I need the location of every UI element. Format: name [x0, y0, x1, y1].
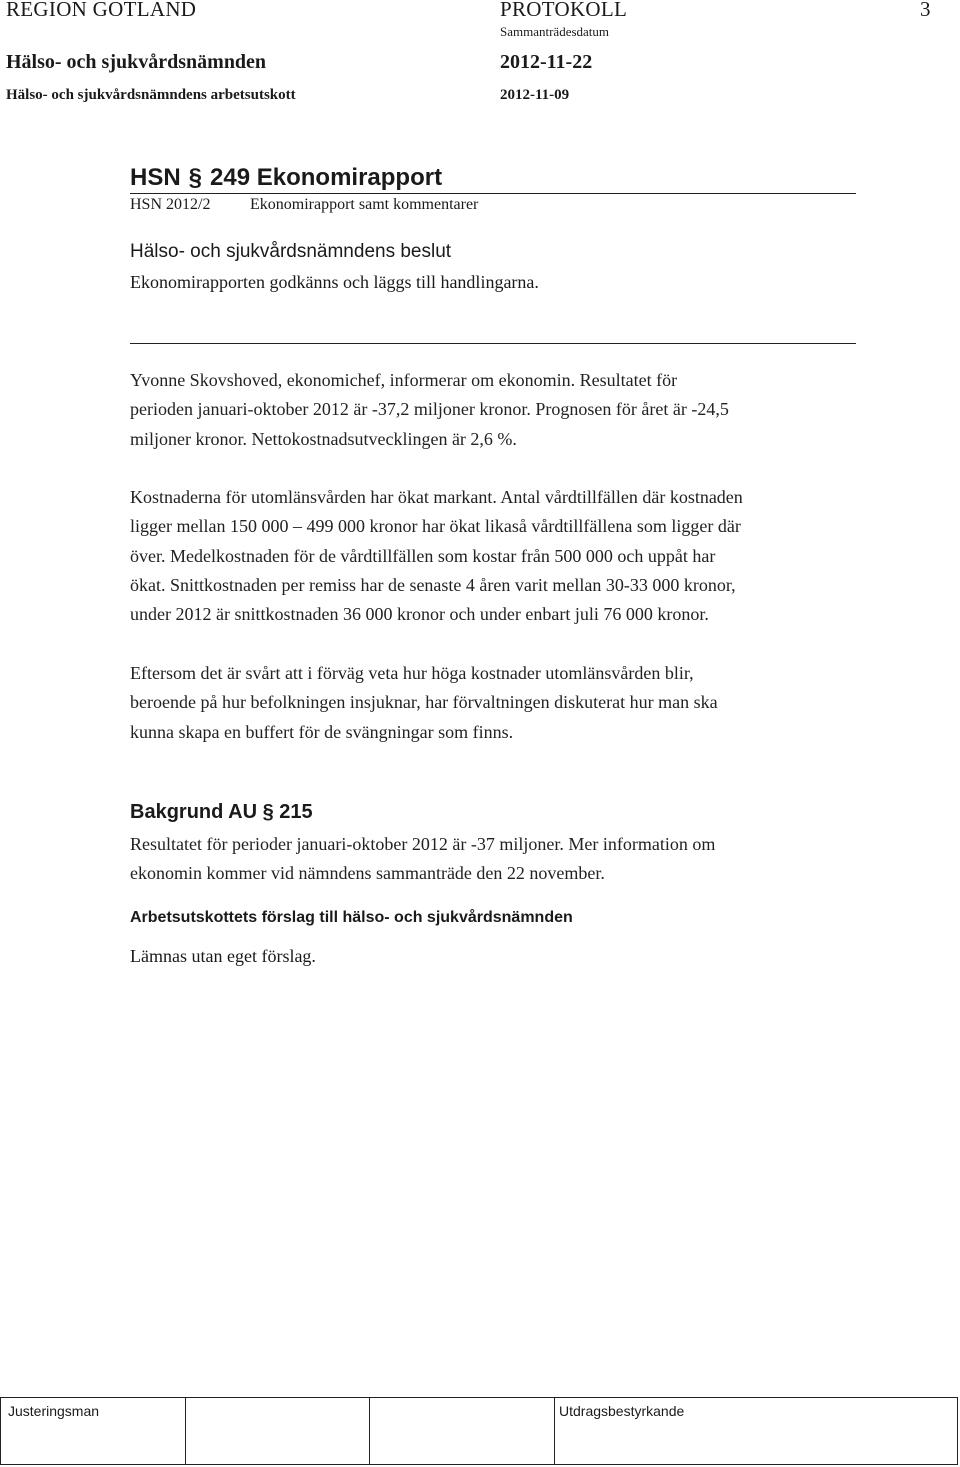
paragraph-line: beroende på hur befolkningen insjuknar, har förvaltningen diskuterat hur man ska — [130, 692, 718, 713]
decision-heading: Hälso- och sjukvårdsnämndens beslut — [130, 241, 452, 262]
subcommittee-date: 2012-11-09 — [500, 87, 570, 103]
paragraph-line: Kostnaderna för utomlänsvården har ökat markant. Antal vårdtillfällen där kostnaden — [130, 487, 743, 507]
paragraph-line: Eftersom det är svårt att i förväg veta hur höga kostnader utomlänsvården blir, — [130, 663, 694, 683]
case-number: HSN 2012/2 — [130, 196, 211, 213]
section-number-title: 249 Ekonomirapport — [210, 164, 443, 191]
paragraph-line: miljoner kronor. Nettokostnadsutvecklingen är 2,6 %. — [130, 428, 517, 449]
case-description: Ekonomirapport samt kommentarer — [250, 196, 479, 213]
section-prefix: HSN — [130, 164, 181, 191]
page-number: 3 — [920, 0, 931, 21]
au-proposal-text: Lämnas utan eget förslag. — [130, 946, 316, 966]
body-paragraph-1 — [130, 366, 830, 454]
section-title — [130, 164, 442, 192]
paragraph-line: ligger mellan 150 000 – 499 000 kronor har ökat likaså vårdtillfällena som ligger där — [130, 516, 741, 537]
au-proposal-heading: Arbetsutskottets förslag till hälso- och sjukvårdsnämnden — [130, 909, 573, 926]
paragraph-line: perioden januari-oktober 2012 är -37,2 miljoner kronor. Prognosen för året är -24,5 — [130, 399, 729, 420]
document-type: PROTOKOLL — [500, 0, 628, 21]
utdragsbestyrkande-label: Utdragsbestyrkande — [559, 1403, 685, 1419]
paragraph-sign: § — [188, 164, 203, 191]
paragraph-line: ökat. Snittkostnaden per remiss har de senaste 4 åren varit mellan 30-33 000 kronor, — [130, 574, 736, 595]
paragraph-line: Resultatet för perioder januari-oktober 2012 är -37 miljoner. Mer information om — [130, 834, 716, 854]
committee-name: Hälso- och sjukvårdsnämnden — [6, 51, 267, 73]
organization-name: REGION GOTLAND — [6, 0, 197, 21]
decision-text: Ekonomirapporten godkänns och läggs till handlingarna. — [130, 272, 539, 292]
body-paragraph-2 — [130, 483, 830, 629]
decision-rule — [130, 343, 856, 344]
meeting-date: 2012-11-22 — [500, 51, 593, 73]
signature-cell — [185, 1398, 370, 1464]
paragraph-line: kunna skapa en buffert för de svängningar som finns. — [130, 721, 514, 742]
paragraph-line: under 2012 är snittkostnaden 36 000 kronor och under enbart juli 76 000 kronor. — [130, 604, 709, 625]
justeringsman-label: Justeringsman — [8, 1403, 100, 1419]
background-heading: Bakgrund AU § 215 — [130, 801, 313, 823]
section-rule — [130, 193, 856, 194]
body-paragraph-3 — [130, 659, 830, 747]
signature-cell — [369, 1398, 555, 1464]
background-text — [130, 830, 830, 889]
signature-cell — [554, 1398, 685, 1464]
signature-cell — [1, 1398, 186, 1464]
subcommittee-name: Hälso- och sjukvårdsnämndens arbetsutskott — [6, 87, 296, 103]
meeting-date-label: Sammanträdesdatum — [500, 24, 610, 39]
signature-table — [0, 1397, 958, 1465]
paragraph-line: Yvonne Skovshoved, ekonomichef, informerar om ekonomin. Resultatet för — [130, 370, 678, 390]
paragraph-line: över. Medelkostnaden för de vårdtillfällen som kostar från 500 000 och uppåt har — [130, 545, 716, 566]
paragraph-line: ekonomin kommer vid nämndens sammanträde den 22 november. — [130, 863, 605, 884]
